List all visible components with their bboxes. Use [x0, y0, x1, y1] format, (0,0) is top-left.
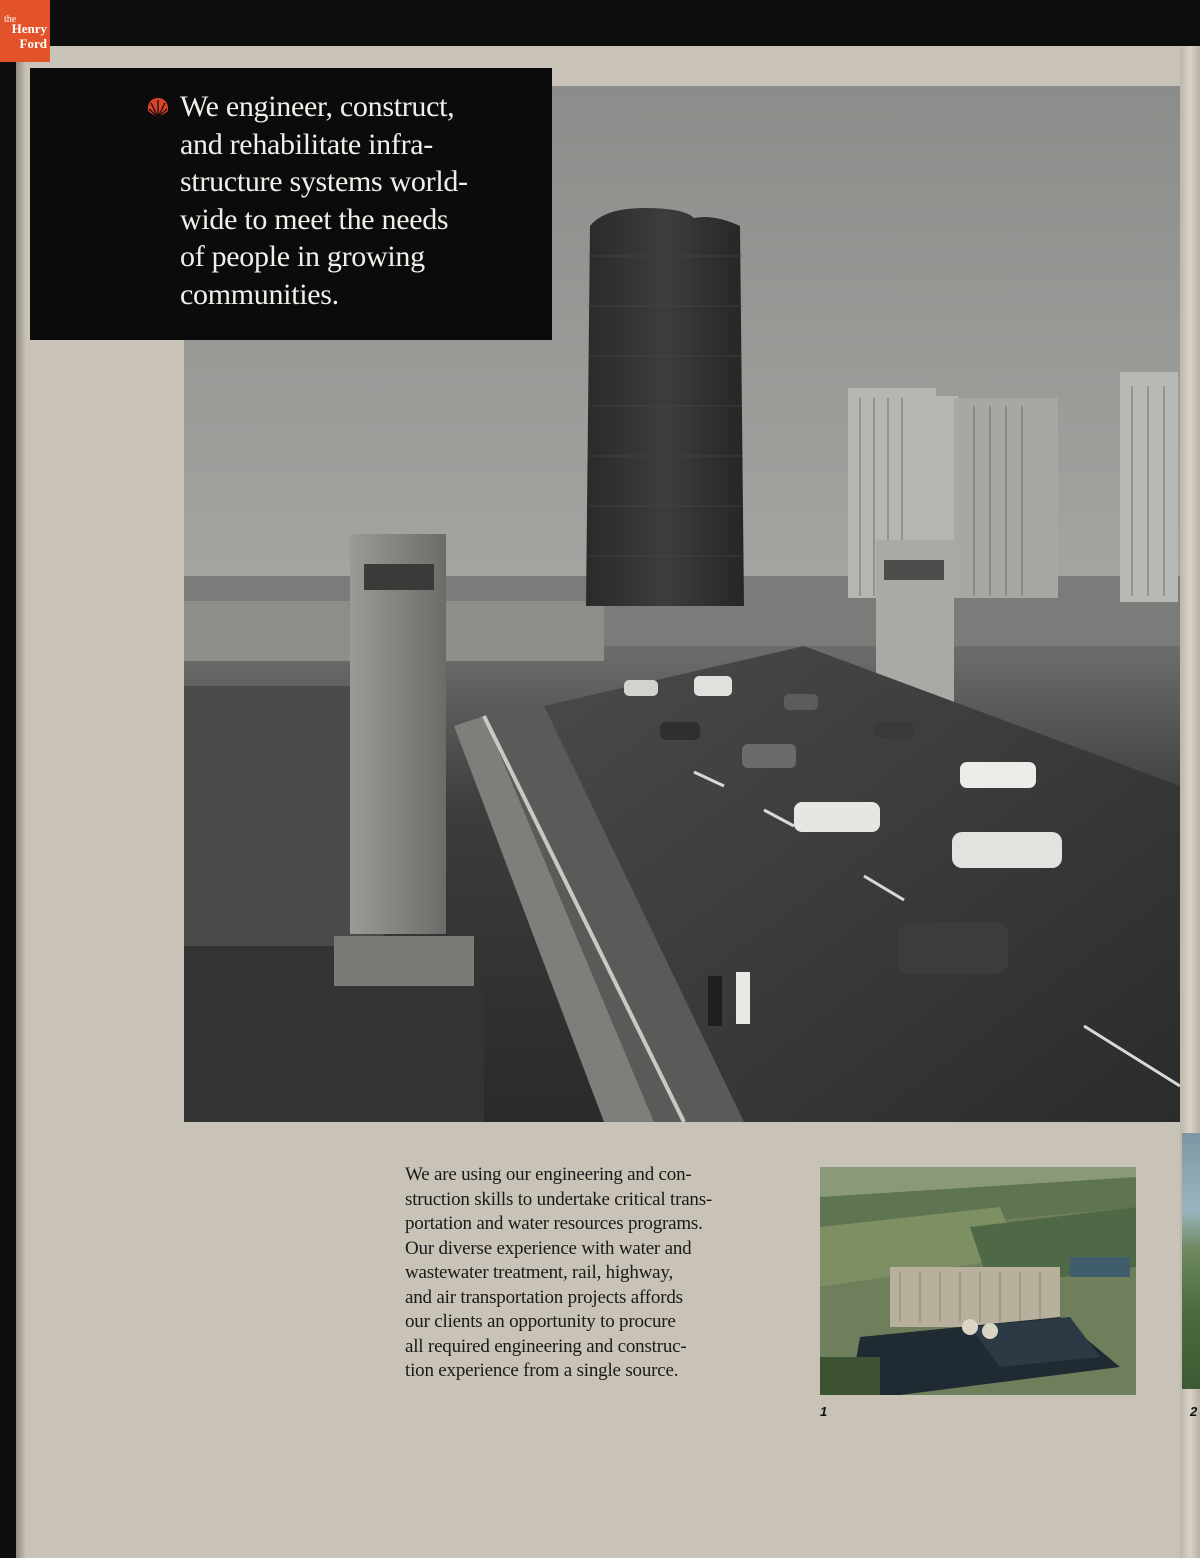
logo-henry: Henry	[11, 21, 47, 36]
logo-ford: Ford	[19, 36, 47, 51]
the-henry-ford-logo[interactable]	[0, 0, 50, 62]
body-copy: We are using our engineering and con- struction skills to undertake critical trans- portation and water resources programs. Our diverse experience with water and wastewater treatment, rail, highway, and air transportation projects affords our clients an opportunity to procure all required engineering and construc- tion experience from a single source.	[405, 1164, 713, 1381]
page-edge-shadow	[16, 46, 26, 1558]
photo-number-2: 2	[1190, 1404, 1198, 1419]
next-page-photo-edge	[1182, 1133, 1200, 1389]
aerial-treatment-plant-photo	[820, 1167, 1136, 1395]
headline-text: We engineer, construct, and rehabilitate infra- structure systems world- wide to meet the needs of people in growing communities.	[180, 90, 468, 311]
logo-the: the	[4, 14, 17, 25]
photo-number-1: 1	[820, 1404, 828, 1419]
shell-icon	[146, 96, 170, 120]
